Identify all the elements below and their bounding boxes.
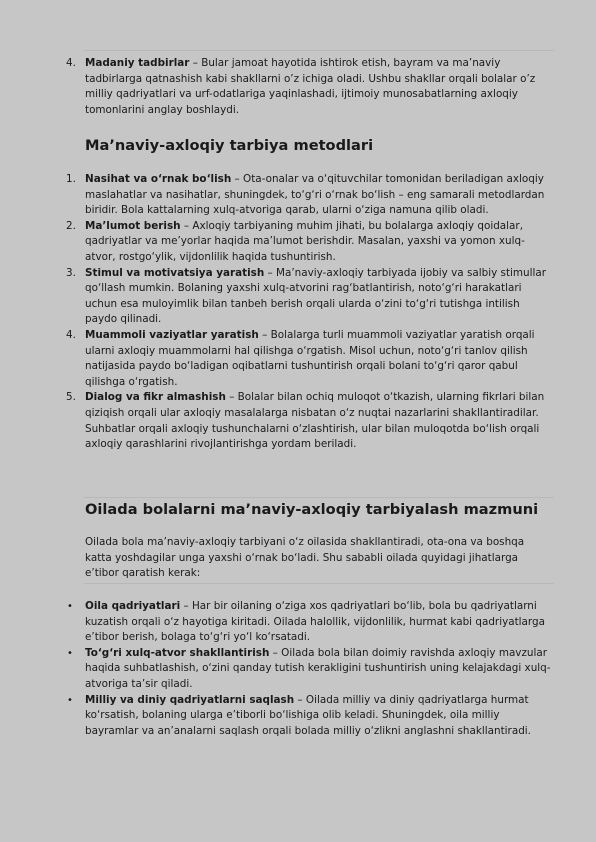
bullet: • [67, 601, 73, 612]
list-item [66, 328, 554, 390]
item-title: Stimul va motivatsiya yaratish [85, 266, 265, 279]
bullet: • [67, 647, 73, 659]
item-text: – Bular jamoat hayotida ishtirok etish, bayram va ma’naviy tadbirlarga qatnashish kabi shakllarni o’z ichiga oladi. Ushbu shakllar orqali bolalar o’z milliy qadriyatlari va urf-odatlariga yaqinlashadi, ijtimoiy munosabatlarning axloqiy tomonlarini anglay boshlaydi. [85, 57, 536, 116]
item-title: Muammoli vaziyatlar yaratish [85, 328, 259, 341]
item-text: – Ota-onalar va o‘qituvchilar tomonidan beriladigan axloqiy maslahatlar va nasihatlar, shuningdek, to‘g‘ri o‘rnak bo‘lish – eng samarali metodlardan biridir. Bola kattalarning xulq-atvoriga qarab, ularni o‘ziga namuna qilib oladi. [85, 173, 545, 217]
item-number: 2. [66, 219, 76, 232]
item-text: – Oilada bola bilan doimiy ravishda axloqiy mavzular haqida suhbatlashish, o‘zini qanday tutish kerakligini tushuntirish uning kelajakdagi xulq-atvoriga ta’sir qiladi. [85, 646, 551, 690]
divider [84, 497, 554, 498]
item-number: 4. [66, 328, 76, 341]
methods-list [66, 172, 554, 453]
list-item [66, 599, 554, 646]
list-item [66, 56, 554, 118]
list-item [66, 266, 554, 328]
list-item [66, 646, 554, 693]
divider [84, 50, 554, 51]
item-title: Nasihat va o‘rnak bo‘lish [85, 173, 232, 185]
item-title: To‘g‘ri xulq-atvor shakllantirish [85, 646, 270, 659]
item-text: – Ma’naviy-axloqiy tarbiyada ijobiy va salbiy stimullar qo‘llash mumkin. Bolaning yaxshi xulq-atvorini rag‘batlantirish, noto‘g‘ri harakatlari uchun esa muloyimlik bilan tanbeh berish orqali ularda o‘zini to‘g‘ri tutishga intilish paydo qilinadi. [85, 266, 547, 326]
bullet: • [67, 694, 73, 706]
item-number: 5. [66, 391, 76, 404]
intro-list [66, 56, 554, 118]
divider [84, 583, 554, 584]
item-title: Milliy va diniy qadriyatlarni saqlash [85, 693, 295, 706]
item-title: Madaniy tadbirlar [85, 57, 190, 69]
item-number: 4. [66, 57, 76, 69]
list-item [66, 219, 554, 266]
paragraph: Oilada bola ma’naviy-axloqiy tarbiyani o‘z oilasida shakllantiradi, ota-ona va boshqa katta yoshdagilar unga yaxshi o‘rnak bo‘ladi. Shu sababli oilada quyidagi jihatlarga e’tibor qaratish kerak: [85, 536, 525, 580]
section-heading: Ma’naviy-axloqiy tarbiya metodlari [85, 137, 374, 154]
item-text: – Oilada milliy va diniy qadriyatlarga hurmat ko‘rsatish, bolaning ularga e’tiborli bo‘lishiga olib keladi. Shuningdek, oila milliy bayramlar va an’analarni saqlash orqali bolada milliy o‘zlikni anglashni shakllantiradi. [85, 693, 531, 737]
section-heading: Oilada bolalarni ma’naviy-axloqiy tarbiyalash mazmuni [85, 501, 539, 518]
item-text: – Bolalar bilan ochiq muloqot o‘tkazish, ularning fikrlari bilan qiziqish orqali ular axloqiy masalalarga nisbatan o‘z nuqtai nazarlarini shakllantiradilar. Suhbatlar orqali axloqiy tushunchalarni o‘zlashtirish, ular bilan muloqotda bo‘lish orqali axloqiy qarashlarini rivojlantirishga yordam beriladi. [85, 391, 545, 451]
item-number: 3. [66, 266, 76, 279]
item-number: 1. [66, 173, 76, 185]
section-family [66, 500, 554, 520]
list-item [66, 390, 554, 452]
item-title: Dialog va fikr almashish [85, 391, 226, 404]
family-intro [66, 535, 554, 582]
family-list [66, 599, 554, 739]
item-text: – Bolalarga turli muammoli vaziyatlar yaratish orqali ularni axloqiy muammolarni hal qilishga o‘rgatish. Misol uchun, noto‘g‘ri tanlov qilish natijasida paydo bo‘ladigan oqibatlarni tushuntirish orqali bolani to‘g‘ri qaror qabul qilishga o‘rgatish. [85, 328, 535, 388]
list-item [66, 172, 554, 219]
item-text: – Axloqiy tarbiyaning muhim jihati, bu bolalarga axloqiy qoidalar, qadriyatlar va me’yorlar haqida ma’lumot berishdir. Masalan, yaxshi va yomon xulq-atvor, rostgo‘ylik, vijdonlilik haqida tushuntirish. [85, 219, 525, 263]
list-item [66, 693, 554, 740]
section-methods [66, 136, 554, 156]
item-title: Ma’lumot berish [85, 219, 181, 232]
item-text: – Har bir oilaning o‘ziga xos qadriyatlari bo‘lib, bola bu qadriyatlarni kuzatish orqali o‘z hayotiga kiritadi. Oilada halollik, vijdonlilik, hurmat kabi qadriyatlarga e’tibor berish, bolaga to‘g‘ri yo‘l ko‘rsatadi. [85, 600, 545, 644]
item-title: Oila qadriyatlari [85, 600, 181, 612]
